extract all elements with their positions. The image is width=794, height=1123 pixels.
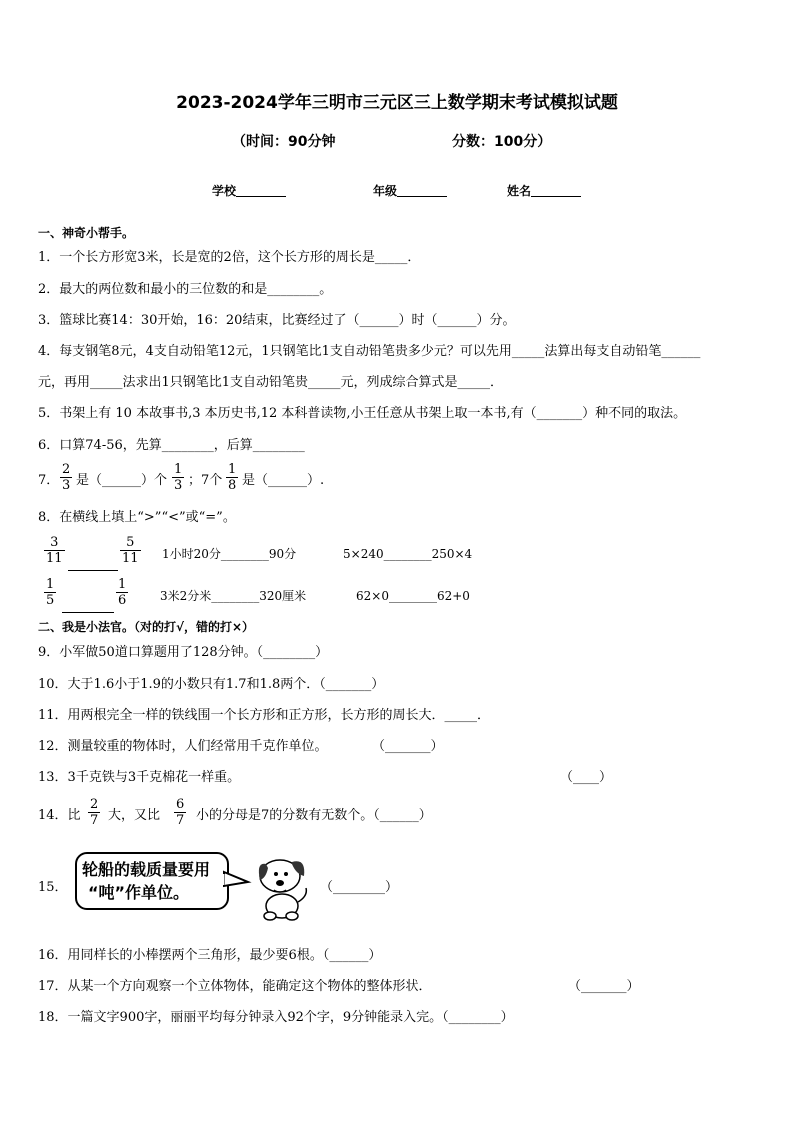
name-field[interactable] — [507, 182, 581, 199]
speech-bubble-line-2: “吨”作单位。 — [88, 883, 190, 902]
compare-time: 1小时20分________90分 — [162, 547, 297, 561]
section-2-heading: 二、我是小法官。（对的打√，错的打×） — [38, 620, 255, 634]
fraction-3-11: 3 11 — [46, 535, 63, 566]
question-3: 3．篮球比赛14：30开始，16：20结束，比赛经过了（______）时（______）分。 — [38, 313, 516, 328]
question-2: 2．最大的两位数和最小的三位数的和是________。 — [38, 282, 333, 297]
fraction-1-3: 1 3 — [174, 462, 183, 493]
question-5: 5．书架上有 10 本故事书,3 本历史书,12 本科普读物,小王任意从书架上取一本书,有（_______）种不同的取法。 — [38, 406, 687, 421]
name-blank[interactable] — [531, 182, 581, 197]
fraction-2-7: 2 7 — [90, 797, 99, 828]
compare-zero: 62×0________62+0 — [356, 589, 470, 603]
question-9: 9．小军做50道口算题用了128分钟。（________） — [38, 645, 329, 660]
grade-label: 年级 — [373, 184, 398, 198]
fraction-1-5: 1 5 — [46, 577, 55, 608]
question-13: 13．3千克铁与3千克棉花一样重。 — [38, 770, 241, 785]
exam-score: 分数：100分） — [452, 134, 552, 150]
exam-time: （时间：90分钟 — [232, 134, 336, 150]
question-4-line-1: 4．每支钢笔8元，4支自动铅笔12元，1只钢笔比1支自动铅笔贵多少元？可以先用_____法算出每支自动铅笔______ — [38, 344, 701, 359]
fraction-2-3: 2 3 — [62, 462, 71, 493]
question-14-text-c: 小的分母是7的分数有无数个。（______） — [196, 808, 432, 823]
question-16: 16．用同样长的小棒摆两个三角形，最少要6根。（______） — [38, 948, 382, 963]
question-14-text-a: 14．比 — [38, 808, 81, 823]
compare-products: 5×240________250×4 — [343, 547, 473, 561]
speech-bubble-line-1: 轮船的载质量要用 — [82, 860, 211, 879]
question-1: 1．一个长方形宽3米，长是宽的2倍，这个长方形的周长是_____． — [38, 250, 421, 265]
question-7-number: 7． — [38, 473, 60, 488]
name-label: 姓名 — [507, 184, 532, 198]
page-title: 2023-2024学年三明市三元区三上数学期末考试模拟试题 — [176, 93, 618, 113]
school-blank[interactable] — [236, 182, 286, 197]
question-18: 18．一篇文字900字，丽丽平均每分钟录入92个字，9分钟能录入完。（________） — [38, 1010, 514, 1025]
question-7-text-1: 是（______）个 — [76, 473, 168, 488]
question-7-text-3: 是（______）. — [242, 473, 325, 488]
question-14-text-b: 大，又比 — [108, 808, 161, 823]
compare-blank-1[interactable] — [68, 556, 118, 571]
question-13-blank[interactable]: （____） — [560, 770, 613, 785]
fraction-1-6: 1 6 — [118, 577, 127, 608]
question-10: 10．大于1.6小于1.9的小数只有1.7和1.8两个．（_______） — [38, 677, 385, 692]
section-1-heading: 一、神奇小帮手。 — [38, 226, 135, 240]
dog-icon — [252, 852, 312, 922]
compare-length: 3米2分米________320厘米 — [160, 589, 307, 603]
question-12: 12．测量较重的物体时，人们经常用千克作单位。 — [38, 739, 328, 754]
question-11: 11．用两根完全一样的铁线围一个长方形和正方形，长方形的周长大．_____． — [38, 708, 491, 723]
grade-blank[interactable] — [397, 182, 447, 197]
compare-blank-2[interactable] — [62, 598, 114, 613]
fraction-6-7: 6 7 — [176, 797, 185, 828]
question-4-line-2: 元，再用_____法求出1只钢笔比1支自动铅笔贵_____元，列成综合算式是_____． — [38, 375, 504, 390]
question-8: 8．在横线上填上“>”“<”或“=”。 — [38, 510, 236, 525]
question-6: 6．口算74-56，先算________，后算________ — [38, 438, 305, 453]
question-17-blank[interactable]: （_______） — [568, 979, 640, 994]
grade-field[interactable] — [373, 182, 447, 199]
school-label: 学校 — [212, 184, 237, 198]
question-15-blank[interactable]: （________） — [320, 880, 399, 895]
speech-bubble-tail — [222, 870, 252, 890]
question-15-number: 15． — [38, 880, 68, 895]
question-17: 17．从某一个方向观察一个立体物体，能确定这个物体的整体形状． — [38, 979, 432, 994]
question-12-blank[interactable]: （_______） — [372, 739, 444, 754]
fraction-1-8: 1 8 — [228, 462, 237, 493]
fraction-5-11: 5 11 — [122, 535, 139, 566]
school-field[interactable] — [212, 182, 286, 199]
question-7-text-2: ；7个 — [188, 473, 223, 488]
